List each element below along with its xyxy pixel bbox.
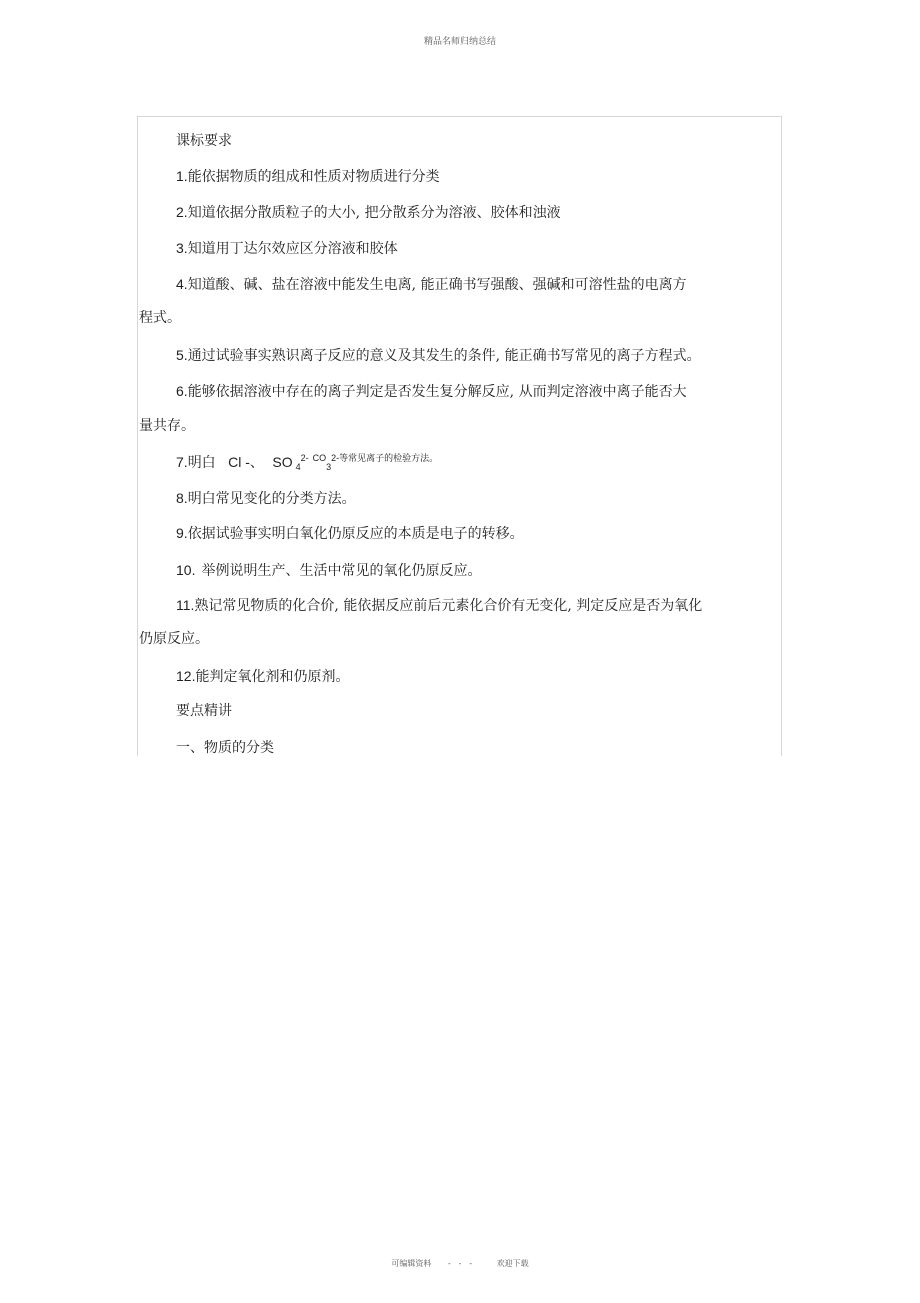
sulfate-ion-base: SO — [272, 454, 293, 470]
item-text-prefix: 明白 — [187, 455, 216, 471]
item-number: 3. — [176, 240, 188, 256]
page-footer — [0, 1258, 920, 1269]
key-points-title: 要点精讲 — [176, 703, 232, 719]
list-item-2 — [176, 203, 561, 222]
list-item-10 — [176, 561, 481, 580]
item-number: 2. — [176, 204, 188, 220]
item-text: 依据试验事实明白氧化仍原反应的本质是电子的转移。 — [187, 526, 524, 542]
item-text: 能判定氧化剂和仍原剂。 — [195, 669, 350, 685]
item-number: 4. — [176, 276, 188, 292]
item-text-line1: 能够依据溶液中存在的离子判定是否发生复分解反应, 从而判定溶液中离子能否大 — [187, 384, 687, 400]
item-text: 明白常见变化的分类方法。 — [187, 491, 356, 507]
footer-left-text: 可编辑资料 — [391, 1259, 432, 1268]
item-text: 知道依据分散质粒子的大小, 把分散系分为溶液、胶体和浊液 — [187, 205, 561, 221]
item-number: 10. — [176, 562, 196, 578]
list-item-3 — [176, 239, 398, 258]
carbonate-ion-base: CO — [312, 453, 327, 463]
item-text: 通过试验事实熟识离子反应的意义及其发生的条件, 能正确书写常见的离子方程式。 — [187, 348, 701, 364]
page-header: 精品名师归纳总结 — [423, 37, 496, 47]
list-item-6 — [176, 382, 687, 401]
footer-right-text: 欢迎下载 — [496, 1259, 529, 1268]
carbonate-ion-superscript: 2- — [331, 453, 340, 463]
item-text-line1: 熟记常见物质的化合价, 能依据反应前后元素化合价有无变化, 判定反应是否为氧化 — [194, 598, 703, 614]
list-item-8 — [176, 489, 356, 508]
list-item-4 — [176, 275, 687, 294]
subsection-title: 一、物质的分类 — [176, 740, 274, 756]
item-text-suffix: 等常见离子的检验方法。 — [339, 454, 439, 464]
list-item-9 — [176, 524, 524, 543]
list-item-12 — [176, 667, 349, 686]
list-item-5 — [176, 346, 701, 365]
item-number: 11. — [176, 597, 195, 613]
list-item-1 — [176, 167, 440, 186]
list-item-7 — [176, 453, 438, 474]
item-number: 9. — [176, 525, 188, 541]
item-text: 举例说明生产、生活中常见的氧化仍原反应。 — [201, 563, 482, 579]
item-number: 12. — [176, 668, 196, 684]
list-item-6-continuation: 量共存。 — [139, 418, 195, 434]
item-text: 知道用丁达尔效应区分溶液和胶体 — [187, 241, 398, 257]
item-number: 7. — [176, 454, 188, 470]
list-item-11-continuation: 仍原反应。 — [139, 631, 209, 647]
section-title: 课标要求 — [176, 133, 232, 149]
item-number: 5. — [176, 347, 188, 363]
list-item-4-continuation: 程式。 — [139, 310, 181, 326]
sulfate-ion-subscript: 4 — [295, 462, 301, 472]
footer-dashes: --- — [447, 1259, 481, 1268]
item-number: 6. — [176, 383, 188, 399]
list-item-11 — [176, 596, 702, 615]
item-text-line1: 知道酸、碱、盐在溶液中能发生电离, 能正确书写强酸、强碱和可溶性盐的电离方 — [187, 277, 687, 293]
sulfate-ion-superscript: 2- — [300, 453, 309, 463]
item-number: 1. — [176, 168, 188, 184]
item-number: 8. — [176, 490, 188, 506]
chloride-ion: Cl -、 — [228, 454, 264, 470]
item-text: 能依据物质的组成和性质对物质进行分类 — [187, 169, 440, 185]
carbonate-ion-subscript: 3 — [326, 462, 332, 472]
